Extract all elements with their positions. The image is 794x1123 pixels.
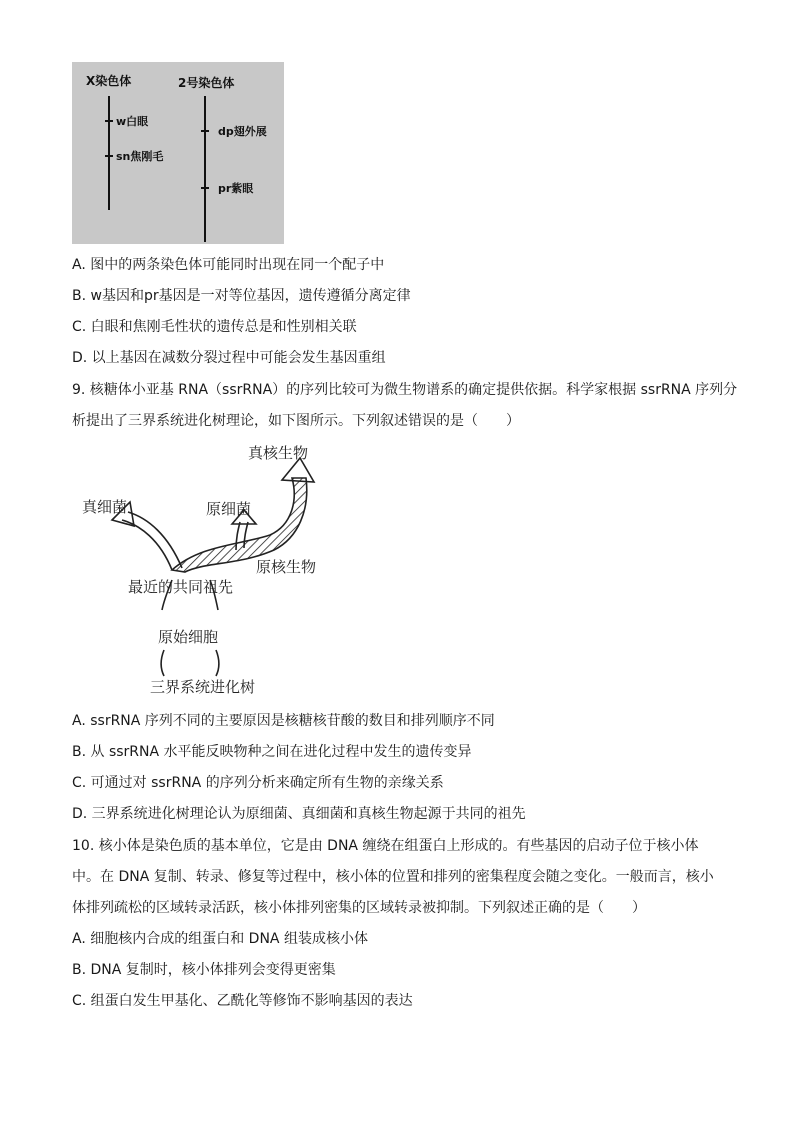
- chromosome-figure: [72, 62, 284, 244]
- branch-to-eubacteria-outer: [128, 512, 182, 568]
- q9-option-d: D. 三界系统进化树理论认为原细菌、真细菌和真核生物起源于共同的祖先: [72, 806, 526, 822]
- gene-tick: [201, 187, 209, 189]
- gene-label: pr紫眼: [218, 182, 254, 195]
- chromosome-2-title: 2号染色体: [178, 76, 235, 90]
- q10-option-a: A. 细胞核内合成的组蛋白和 DNA 组装成核小体: [72, 931, 368, 947]
- q10-stem-line3: 体排列疏松的区域转录活跃，核小体排列密集的区域转录被抑制。下列叙述正确的是（ ）: [72, 900, 646, 916]
- x-chromosome-title: X染色体: [86, 74, 132, 88]
- chromosome-2-bar: [204, 96, 206, 242]
- gene-label: dp翅外展: [218, 125, 267, 138]
- gene-tick: [201, 130, 209, 132]
- tree-drawing: [60, 440, 390, 700]
- q10-stem-line2: 中。在 DNA 复制、转录、修复等过程中，核小体的位置和排列的密集程度会随之变化。一般而言，核小: [72, 869, 714, 885]
- phylogenetic-tree-diagram: [60, 440, 390, 700]
- label-eukaryote: 真核生物: [248, 444, 309, 462]
- label-common-ancestor: 最近的共同祖先: [128, 578, 234, 596]
- gene-label: sn焦刚毛: [116, 150, 164, 163]
- q9-option-a: A. ssrRNA 序列不同的主要原因是核糖核苷酸的数目和排列顺序不同: [72, 713, 495, 729]
- label-prokaryote: 原核生物: [256, 558, 317, 576]
- q10-option-c: C. 组蛋白发生甲基化、乙酰化等修饰不影响基因的表达: [72, 993, 413, 1009]
- label-protocell: 原始细胞: [158, 628, 219, 646]
- connector-line: [216, 650, 219, 676]
- q9-option-c: C. 可通过对 ssrRNA 的序列分析来确定所有生物的亲缘关系: [72, 775, 444, 791]
- q8-option-c: C. 白眼和焦刚毛性状的遗传总是和性别相关联: [72, 319, 357, 335]
- q9-stem-line1: 9. 核糖体小亚基 RNA（ssrRNA）的序列比较可为微生物谱系的确定提供依据。科学家根据 ssrRNA 序列分: [72, 382, 738, 398]
- connector-line: [161, 650, 164, 676]
- q8-option-a: A. 图中的两条染色体可能同时出现在同一个配子中: [72, 257, 385, 273]
- tree-caption: 三界系统进化树: [150, 678, 256, 696]
- gene-tick: [105, 155, 113, 157]
- q10-stem-line1: 10. 核小体是染色质的基本单位，它是由 DNA 缠绕在组蛋白上形成的。有些基因的启动子位于核小体: [72, 838, 699, 854]
- q9-stem-line2: 析提出了三界系统进化树理论，如下图所示。下列叙述错误的是（ ）: [72, 413, 520, 429]
- branch-to-eubacteria: [122, 520, 172, 570]
- gene-label: w白眼: [116, 115, 149, 128]
- x-chromosome-bar: [108, 96, 110, 210]
- q8-option-b: B. w基因和pr基因是一对等位基因，遗传遵循分离定律: [72, 288, 411, 304]
- q8-option-d: D. 以上基因在减数分裂过程中可能会发生基因重组: [72, 350, 386, 366]
- gene-tick: [105, 120, 113, 122]
- q9-option-b: B. 从 ssrRNA 水平能反映物种之间在进化过程中发生的遗传变异: [72, 744, 472, 760]
- label-archaea: 原细菌: [206, 500, 252, 518]
- label-eubacteria: 真细菌: [82, 498, 128, 516]
- q10-option-b: B. DNA 复制时，核小体排列会变得更密集: [72, 962, 336, 978]
